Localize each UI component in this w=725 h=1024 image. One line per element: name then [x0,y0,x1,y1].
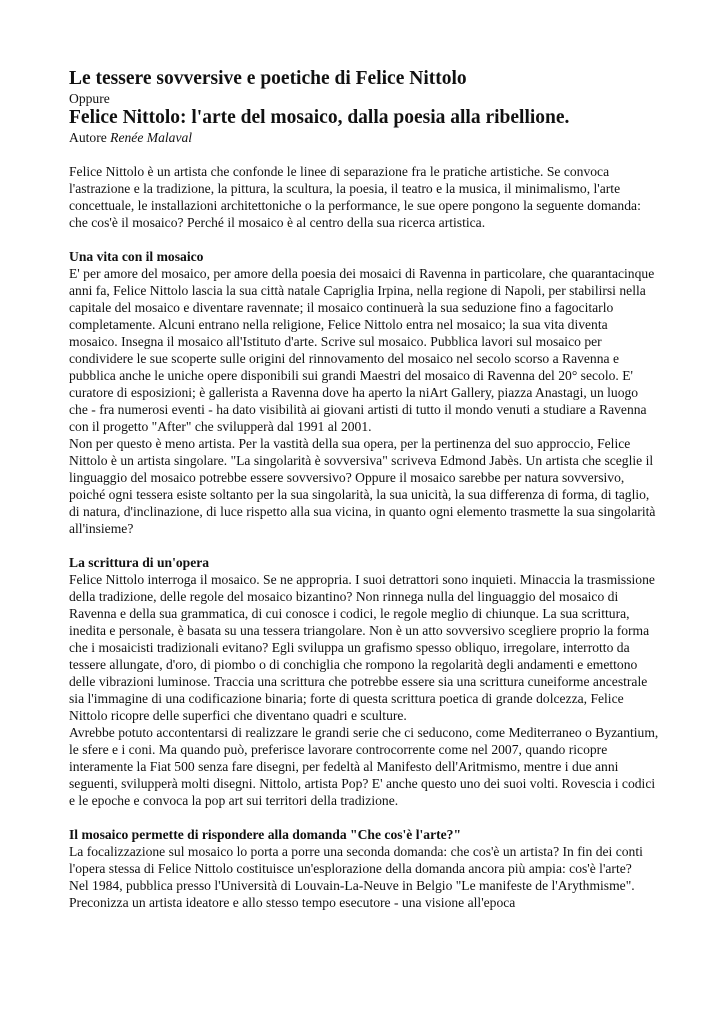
section-paragraph: La focalizzazione sul mosaico lo porta a porre una seconda domanda: che cos'è un artista? In fin dei conti l'opera stessa di Felice Nittolo costituisce un'esplorazione della domanda ancora più ampia: cos'è l'arte? [69,844,643,876]
document-subtitle: Felice Nittolo: l'arte del mosaico, dalla poesia alla ribellione. [69,107,570,128]
section-heading-scrittura: La scrittura di un'opera [69,555,210,570]
document-title: Le tessere sovversive e poetiche di Felice Nittolo [69,68,467,89]
section-paragraph: Non per questo è meno artista. Per la vastità della sua opera, per la pertinenza del suo approccio, Felice Nittolo è un artista singolare. "La singolarità è sovversiva" scriveva Edmond Jabès. Un artista che sceglie il linguaggio del mosaico potrebbe essere sovversivo? Oppure il mosaico sarebbe per natura sovversivo, poiché ogni tessera esiste soltanto per la sua singolarità, la sua unicità, la sua differenza di forma, di taglio, di natura, d'inclinazione, di luce rispetto alla sua vicina, in quanto ogni elemento trasmette la sua singolarità all'insieme? [69,436,656,536]
author-label: Autore [69,130,107,145]
section-heading-domanda: Il mosaico permette di rispondere alla domanda "Che cos'è l'arte?" [69,827,462,842]
section-heading-vita: Una vita con il mosaico [69,249,204,264]
section-paragraph: Felice Nittolo interroga il mosaico. Se ne appropria. I suoi detrattori sono inquieti. Minaccia la trasmissione della tradizione, delle regole del mosaico bizantino? Non rinnega nulla del linguaggio del mosaico di Ravenna e della sua grammatica, di cui conosce i codici, le regole meglio di chiunque. La sua scrittura, inedita e personale, è basata su una tessera triangolare. Non è un atto sovversivo scegliere proprio la forma che i mosaicisti tradizionali evitano? Egli sviluppa un grafismo spesso obliquo, irregolare, interrotto da tessere allungate, d'oro, di piombo o di conchiglia che rompono la regolarità degli andamenti e emettono delle vibrazioni luminose. Traccia una scrittura che potrebbe essere sia una scrittura cuneiforme ancestrale sia l'immagine di una codificazione binaria; forte di questa scrittura poetica di grande dolcezza, Felice Nittolo ricopre delle superfici che diventano quadri e sculture. [69,572,655,723]
section-paragraph: E' per amore del mosaico, per amore della poesia dei mosaici di Ravenna in particolare, che quarantacinque anni fa, Felice Nittolo lascia la sua città natale Capriglia Irpina, nella regione di Napoli, per stabilirsi nella capitale del mosaico e diventare ravennate; il mosaico continuerà la sua seduzione fino a fagocitarlo completamente. Alcuni entrano nella religione, Felice Nittolo entra nel mosaico; la sua vita diventa mosaico. Insegna il mosaico all'Istituto d'arte. Scrive sul mosaico. Pubblica lavori sul mosaico per condividere le sue scoperte sulle origini del rinnovamento del mosaico nel secolo scorso a Ravenna e pubblica anche le uniche opere disponibili sui grandi Maestri del mosaico di Ravenna del 20° secolo. E' curatore di esposizioni; è gallerista a Ravenna dove ha aperto la niArt Gallery, piazza Anastagi, un luogo che - fra numerosi eventi - ha dato visibilità ai giovani artisti di tutto il mondo venuti a studiare a Ravenna con il progetto "After" che svilupperà dal 1991 al 2001. [69,266,655,434]
author-line [69,129,659,146]
section-paragraph: Nel 1984, pubblica presso l'Università di Louvain-La-Neuve in Belgio "Le manifeste de l'Arythmisme". Preconizza un artista ideatore e allo stesso tempo esecutore - una visione all'epoca [69,878,635,910]
author-name: Renée Malaval [110,130,193,145]
intro-paragraph: Felice Nittolo è un artista che confonde le linee di separazione fra le pratiche artistiche. Se convoca l'astrazione e la tradizione, la pittura, la scultura, la poesia, il teatro e la musica, il minimalismo, l'arte concettuale, le installazioni architettoniche o la performance, le sue opere pongono la seguente domanda: che cos'è il mosaico? Perché il mosaico è al centro della sua ricerca artistica. [69,164,641,230]
oppure-label: Oppure [69,91,110,106]
section-paragraph: Avrebbe potuto accontentarsi di realizzare le grandi serie che ci seducono, come Mediterraneo o Byzantium, le sfere e i coni. Ma quando può, preferisce lavorare controcorrente come nel 2007, quando ricopre interamente la Fiat 500 senza fare disegni, per fedeltà al Manifesto dell'Aritmismo, mentre i due anni seguenti, svilupperà molti disegni. Nittolo, artista Pop? E' anche questo uno dei suoi volti. Rovescia i codici e le epoche e convoca la pop art sui territori della tradizione. [69,725,659,808]
document-page [69,68,659,911]
